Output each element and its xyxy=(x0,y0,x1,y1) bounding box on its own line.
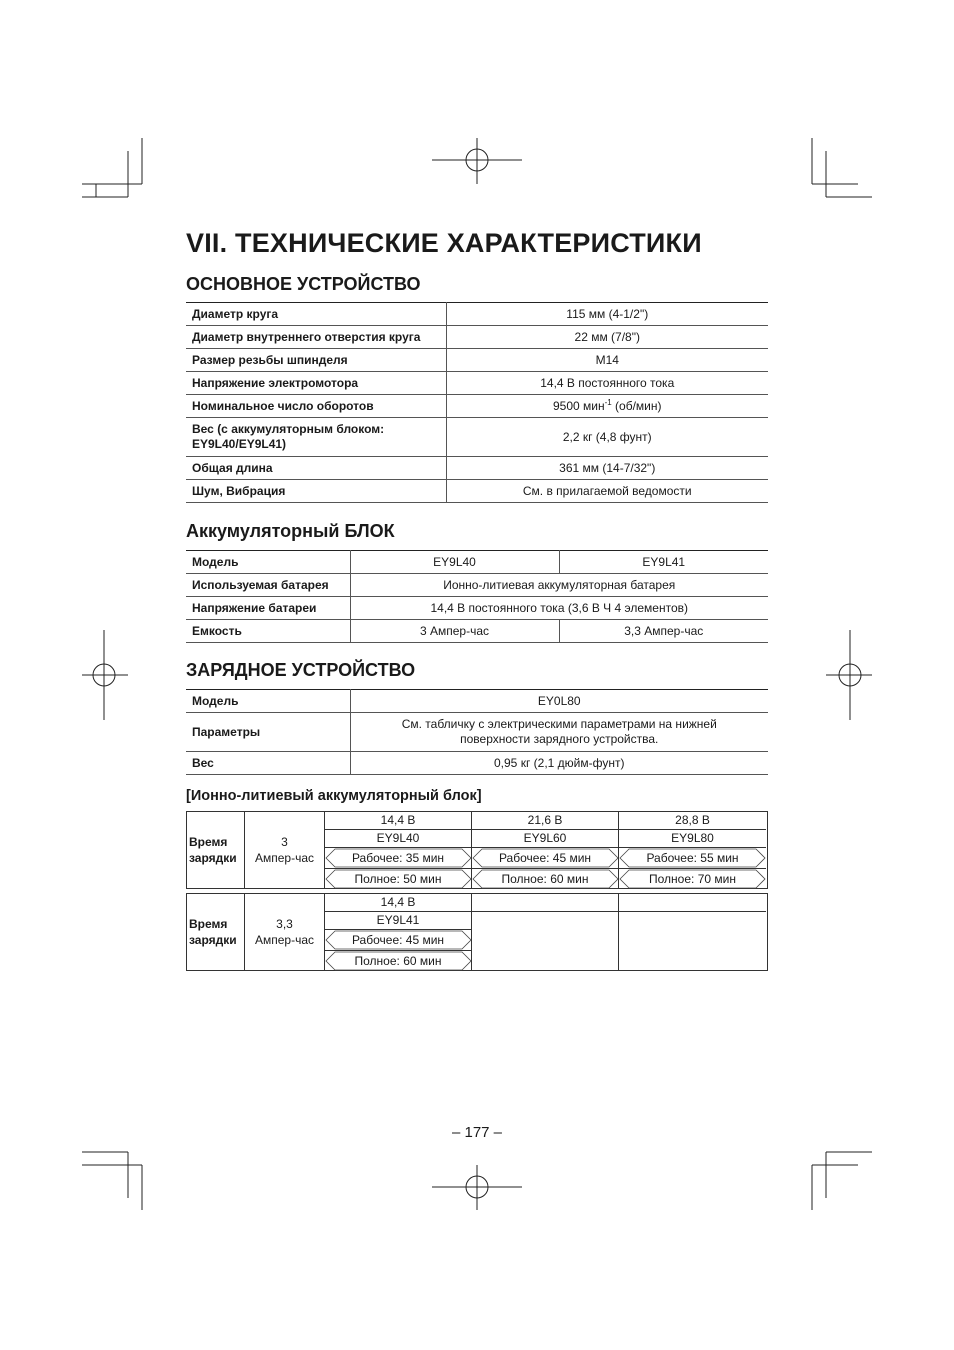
spec-value: Ионно-литиевая аккумуляторная батарея xyxy=(350,574,768,597)
charge-column xyxy=(619,812,766,888)
spec-label: Напряжение батареи xyxy=(186,597,350,620)
empty-cell xyxy=(472,894,618,912)
spec-label: Модель xyxy=(186,690,350,713)
spec-value: EY0L80 xyxy=(350,690,768,713)
working-time-pill: Рабочее: 35 мин xyxy=(325,848,471,869)
charge-time-table-3-3ah xyxy=(186,893,768,971)
table-row xyxy=(186,597,768,620)
spec-value: M14 xyxy=(446,349,768,372)
table-row xyxy=(186,349,768,372)
charge-column xyxy=(325,812,472,888)
table-row xyxy=(186,395,768,418)
spec-label: Диаметр внутреннего отверстия круга xyxy=(186,326,446,349)
voltage-cell: 21,6 В xyxy=(472,812,618,830)
page-number: – 177 – xyxy=(451,1124,503,1141)
full-time-pill: Полное: 60 мин xyxy=(325,951,471,971)
full-time-pill: Полное: 60 мин xyxy=(472,869,618,889)
table-row xyxy=(186,326,768,349)
spec-value: 14,4 В постоянного тока xyxy=(446,372,768,395)
battery-table xyxy=(186,550,768,643)
spec-value: См. в прилагаемой ведомости xyxy=(446,480,768,503)
voltage-cell: 14,4 В xyxy=(325,894,471,912)
spec-label: Параметры xyxy=(186,713,350,752)
table-row xyxy=(186,418,768,457)
empty-cell xyxy=(619,894,766,912)
spec-value: EY9L41 xyxy=(559,551,768,574)
table-row xyxy=(186,690,768,713)
model-cell: EY9L40 xyxy=(325,830,471,848)
full-time-pill: Полное: 70 мин xyxy=(619,869,766,889)
charge-column-empty xyxy=(619,894,766,970)
spec-value: 115 мм (4-1/2") xyxy=(446,303,768,326)
model-cell: EY9L80 xyxy=(619,830,766,848)
spec-label: Общая длина xyxy=(186,457,446,480)
full-time-pill: Полное: 50 мин xyxy=(325,869,471,889)
table-row xyxy=(186,713,768,752)
table-row xyxy=(186,480,768,503)
charge-time-label: Время зарядки xyxy=(187,812,245,888)
page-title: VII. ТЕХНИЧЕСКИЕ ХАРАКТЕРИСТИКИ xyxy=(186,228,702,258)
charger-heading: ЗАРЯДНОЕ УСТРОЙСТВО xyxy=(186,660,416,680)
model-cell: EY9L60 xyxy=(472,830,618,848)
battery-heading: Аккумуляторный БЛОК xyxy=(186,521,395,541)
spec-label: Вес (с аккумуляторным блоком: EY9L40/EY9L41) xyxy=(186,418,446,457)
spec-value: 0,95 кг (2,1 дюйм-фунт) xyxy=(350,752,768,775)
spec-value: 361 мм (14-7/32") xyxy=(446,457,768,480)
spec-value: 22 мм (7/8") xyxy=(446,326,768,349)
spec-value: 3,3 Ампер-час xyxy=(559,620,768,643)
spec-label: Напряжение электромотора xyxy=(186,372,446,395)
charge-time-table-3ah xyxy=(186,811,768,889)
model-cell: EY9L41 xyxy=(325,912,471,930)
spec-label: Размер резьбы шпинделя xyxy=(186,349,446,372)
working-time-pill: Рабочее: 45 мин xyxy=(325,930,471,951)
working-time-pill: Рабочее: 45 мин xyxy=(472,848,618,869)
charger-table xyxy=(186,689,768,775)
charge-column xyxy=(472,812,619,888)
spec-value: EY9L40 xyxy=(350,551,559,574)
charge-time-label: Время зарядки xyxy=(187,894,245,970)
spec-value: 14,4 В постоянного тока (3,6 В Ч 4 элементов) xyxy=(350,597,768,620)
spec-label: Номинальное число оборотов xyxy=(186,395,446,418)
spec-value: 3 Ампер-час xyxy=(350,620,559,643)
table-row xyxy=(186,457,768,480)
spec-value: 2,2 кг (4,8 фунт) xyxy=(446,418,768,457)
spec-value: См. табличку с электрическими параметрами на нижней поверхности зарядного устройства. xyxy=(350,713,768,752)
table-row xyxy=(186,752,768,775)
table-row xyxy=(186,620,768,643)
spec-label: Шум, Вибрация xyxy=(186,480,446,503)
main-unit-table xyxy=(186,302,768,503)
table-row xyxy=(186,574,768,597)
spec-label: Используемая батарея xyxy=(186,574,350,597)
charge-times-heading: [Ионно-литиевый аккумуляторный блок] xyxy=(186,788,482,804)
spec-value: 9500 мин$^{-1}$ (об/мин) xyxy=(446,395,768,418)
table-row xyxy=(186,303,768,326)
charge-column xyxy=(325,894,472,970)
table-row xyxy=(186,551,768,574)
main-unit-heading: ОСНОВНОЕ УСТРОЙСТВО xyxy=(186,274,421,294)
charge-column-empty xyxy=(472,894,619,970)
spec-label: Емкость xyxy=(186,620,350,643)
working-time-pill: Рабочее: 55 мин xyxy=(619,848,766,869)
spec-label: Модель xyxy=(186,551,350,574)
voltage-cell: 14,4 В xyxy=(325,812,471,830)
table-row xyxy=(186,372,768,395)
spec-label: Вес xyxy=(186,752,350,775)
voltage-cell: 28,8 В xyxy=(619,812,766,830)
capacity-cell: 3,3 Ампер-час xyxy=(245,894,325,970)
capacity-cell: 3 Ампер-час xyxy=(245,812,325,888)
spec-label: Диаметр круга xyxy=(186,303,446,326)
